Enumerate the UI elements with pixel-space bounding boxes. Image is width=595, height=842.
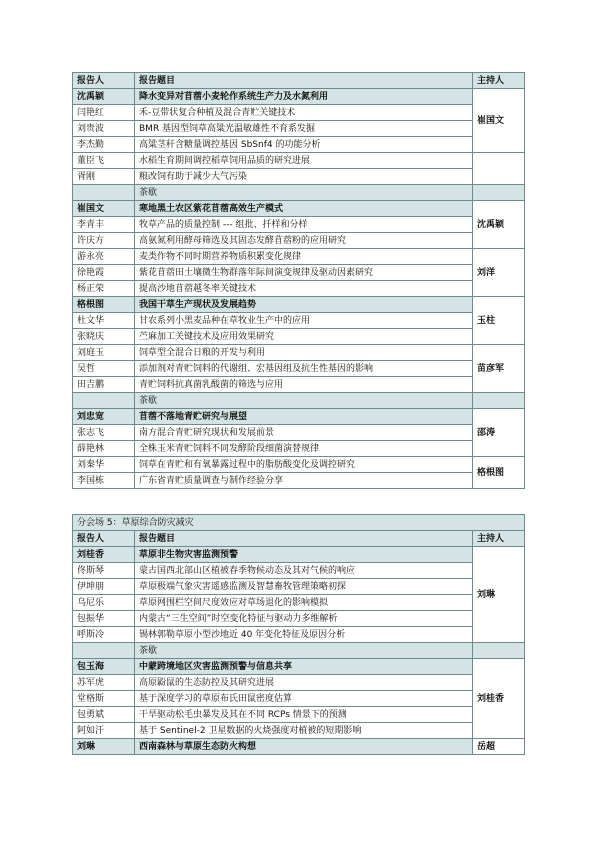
table-row xyxy=(73,201,525,217)
reporter-cell: 刘桂香 xyxy=(73,547,135,563)
break-row xyxy=(73,643,525,659)
reporter-cell xyxy=(73,393,135,409)
topic-cell: 牧草产品的质量控制 --- 组批、扦样和分样 xyxy=(135,217,473,233)
host-cell: 刘洋 xyxy=(473,249,525,297)
table-row xyxy=(73,313,525,329)
table-row xyxy=(73,547,525,563)
topic-cell: 全株玉米青贮饲料不同发酵阶段细菌演替规律 xyxy=(135,441,473,457)
topic-cell: 蒙古国西北部山区植被春季物候动态及其对气候的响应 xyxy=(135,563,473,579)
host-cell: 刘桂香 xyxy=(473,659,525,739)
break-label: 茶歇 xyxy=(135,643,473,659)
topic-cell: 粮改饲有助于减少大气污染 xyxy=(135,169,473,185)
reporter-cell: 李青丰 xyxy=(73,217,135,233)
schedule-table-1 xyxy=(72,72,525,489)
reporter-cell: 阿如汗 xyxy=(73,723,135,739)
break-label: 茶歇 xyxy=(135,393,473,409)
reporter-cell: 刘忠宽 xyxy=(73,409,135,425)
reporter-cell: 包玉海 xyxy=(73,659,135,675)
topic-cell: 内蒙古“三生空间”时空变化特征与驱动力多维解析 xyxy=(135,611,473,627)
reporter-cell: 沈禹颖 xyxy=(73,89,135,105)
reporter-cell: 许庆方 xyxy=(73,233,135,249)
table-row xyxy=(73,739,525,755)
table-row xyxy=(73,89,525,105)
reporter-cell: 包振华 xyxy=(73,611,135,627)
break-row xyxy=(73,393,525,409)
topic-cell: 水稻生育期间调控稻草饲用品质的研究进展 xyxy=(135,153,473,169)
reporter-cell: 伊坤朋 xyxy=(73,579,135,595)
header-row xyxy=(73,73,525,89)
table-row xyxy=(73,691,525,707)
reporter-cell: 堂格斯 xyxy=(73,691,135,707)
table-row xyxy=(73,361,525,377)
reporter-cell: 李国栋 xyxy=(73,473,135,489)
host-cell: 格根图 xyxy=(473,457,525,489)
topic-cell: 草原网围栏空间尺度效应对草场退化的影响模拟 xyxy=(135,595,473,611)
reporter-cell: 胥刚 xyxy=(73,169,135,185)
topic-cell: 西南森林与草原生态防火构想 xyxy=(135,739,473,755)
table-row xyxy=(73,659,525,675)
reporter-cell: 包勇斌 xyxy=(73,707,135,723)
host-cell: 岳超 xyxy=(473,739,525,755)
break-label: 茶歇 xyxy=(135,185,473,201)
topic-cell: 干旱驱动松毛虫暴发及其在不同 RCPs 情景下的预测 xyxy=(135,707,473,723)
table-row xyxy=(73,627,525,643)
topic-cell: 提高沙地苜蓿越冬率关键技术 xyxy=(135,281,473,297)
table-row xyxy=(73,345,525,361)
topic-cell: 饲草在青贮和有氧暴露过程中的脂肪酸变化及调控研究 xyxy=(135,457,473,473)
table-row xyxy=(73,457,525,473)
table-row xyxy=(73,473,525,489)
table-row xyxy=(73,169,525,185)
topic-cell: 高粱茎秆含糖量调控基因 SbSnf4 的功能分析 xyxy=(135,137,473,153)
table-row xyxy=(73,579,525,595)
reporter-cell: 乌尼乐 xyxy=(73,595,135,611)
topic-cell: 青贮饲料抗真菌乳酸菌的筛选与应用 xyxy=(135,377,473,393)
reporter-cell: 吴哲 xyxy=(73,361,135,377)
reporter-cell: 呼斯冷 xyxy=(73,627,135,643)
topic-cell: 我国干草生产现状及发展趋势 xyxy=(135,297,473,313)
reporter-cell: 张志飞 xyxy=(73,425,135,441)
topic-cell: 寒地黑土农区紫花苜蓿高效生产模式 xyxy=(135,201,473,217)
reporter-cell: 张晓庆 xyxy=(73,329,135,345)
topic-cell: 降水变异对苜蓿小麦轮作系统生产力及水氮利用 xyxy=(135,89,473,105)
header-topic: 报告题目 xyxy=(135,73,473,89)
table-row xyxy=(73,377,525,393)
break-host-cell xyxy=(473,393,525,409)
reporter-cell: 崔国文 xyxy=(73,201,135,217)
host-cell: 崔国文 xyxy=(473,89,525,153)
reporter-cell: 闫艳红 xyxy=(73,105,135,121)
table-row xyxy=(73,297,525,313)
table-row xyxy=(73,563,525,579)
header-host: 主持人 xyxy=(473,531,525,547)
topic-cell: 中蒙跨境地区灾害监测预警与信息共享 xyxy=(135,659,473,675)
reporter-cell: 佟斯琴 xyxy=(73,563,135,579)
table-row xyxy=(73,595,525,611)
reporter-cell: 刘庭玉 xyxy=(73,345,135,361)
reporter-cell: 格根图 xyxy=(73,297,135,313)
table-row xyxy=(73,611,525,627)
table-row xyxy=(73,217,525,233)
reporter-cell: 徐艳霞 xyxy=(73,265,135,281)
topic-cell: 禾-豆带状复合种植及混合青贮关键技术 xyxy=(135,105,473,121)
header-row xyxy=(73,531,525,547)
topic-cell: 高原鼢鼠的生态防控及其研究进展 xyxy=(135,675,473,691)
reporter-cell: 刘秦华 xyxy=(73,457,135,473)
topic-cell: 广东省青贮质量调查与制作经验分享 xyxy=(135,473,473,489)
reporter-cell: 董臣飞 xyxy=(73,153,135,169)
header-reporter: 报告人 xyxy=(73,531,135,547)
header-reporter: 报告人 xyxy=(73,73,135,89)
reporter-cell: 杜文华 xyxy=(73,313,135,329)
topic-cell: 南方混合青贮研究现状和发展前景 xyxy=(135,425,473,441)
reporter-cell: 薛艳林 xyxy=(73,441,135,457)
table-row xyxy=(73,249,525,265)
topic-cell: 高氨氮利用酵母筛选及其固态发酵苜蓿粉的应用研究 xyxy=(135,233,473,249)
table-row xyxy=(73,281,525,297)
host-cell: 苗彦军 xyxy=(473,345,525,393)
topic-cell: 苎麻加工关键技术及应用效果研究 xyxy=(135,329,473,345)
topic-cell: 锡林郭勒草原小型沙地近 40 年变化特征及原因分析 xyxy=(135,627,473,643)
break-row xyxy=(73,185,525,201)
reporter-cell: 刘琳 xyxy=(73,739,135,755)
reporter-cell xyxy=(73,643,135,659)
table-row xyxy=(73,425,525,441)
topic-cell: 基于深度学习的草原布氏田鼠密度估算 xyxy=(135,691,473,707)
topic-cell: 苜蓿不落地青贮研究与展望 xyxy=(135,409,473,425)
schedule-table-2 xyxy=(72,514,525,755)
host-cell: 刘琳 xyxy=(473,547,525,643)
topic-cell: 草原非生物灾害监测预警 xyxy=(135,547,473,563)
topic-cell: 麦类作物不同时期营养物质积累变化规律 xyxy=(135,249,473,265)
table2-body xyxy=(73,515,525,755)
header-topic: 报告题目 xyxy=(135,531,473,547)
table-row xyxy=(73,707,525,723)
header-host: 主持人 xyxy=(473,73,525,89)
topic-cell: 甘农系列小黑麦品种在草牧业生产中的应用 xyxy=(135,313,473,329)
table-row xyxy=(73,121,525,137)
reporter-cell: 李杰勤 xyxy=(73,137,135,153)
reporter-cell: 游永亮 xyxy=(73,249,135,265)
table-row xyxy=(73,137,525,153)
table-row xyxy=(73,105,525,121)
break-host-cell xyxy=(473,643,525,659)
host-cell: 邵涛 xyxy=(473,409,525,457)
table-row xyxy=(73,409,525,425)
host-cell: 沈禹颖 xyxy=(473,201,525,249)
table1-body xyxy=(73,73,525,489)
table-row xyxy=(73,675,525,691)
table-row xyxy=(73,153,525,169)
session-title: 分会场 5：草原综合防灾减灾 xyxy=(73,515,525,531)
reporter-cell: 苏军虎 xyxy=(73,675,135,691)
table-row xyxy=(73,723,525,739)
topic-cell: 紫花苜蓿田土壤微生物群落年际间演变规律及驱动因素研究 xyxy=(135,265,473,281)
session-title-row xyxy=(73,515,525,531)
topic-cell: 基于 Sentinel-2 卫星数据的火烧强度对植被的短期影响 xyxy=(135,723,473,739)
reporter-cell xyxy=(73,185,135,201)
table-row xyxy=(73,441,525,457)
table-row xyxy=(73,233,525,249)
break-host-cell xyxy=(473,185,525,201)
topic-cell: BMR 基因型饲草高粱光温敏雄性不育系发掘 xyxy=(135,121,473,137)
reporter-cell: 杨正荣 xyxy=(73,281,135,297)
reporter-cell: 田吉鹏 xyxy=(73,377,135,393)
table-row xyxy=(73,329,525,345)
topic-cell: 饲草型全混合日粮的开发与利用 xyxy=(135,345,473,361)
topic-cell: 添加剂对青贮饲料的代谢组、宏基因组及抗生性基因的影响 xyxy=(135,361,473,377)
host-cell: 玉柱 xyxy=(473,297,525,345)
topic-cell: 草原极端气象灾害遥感监测及智慧畜牧管理策略初探 xyxy=(135,579,473,595)
table-row xyxy=(73,265,525,281)
reporter-cell: 刘贵波 xyxy=(73,121,135,137)
